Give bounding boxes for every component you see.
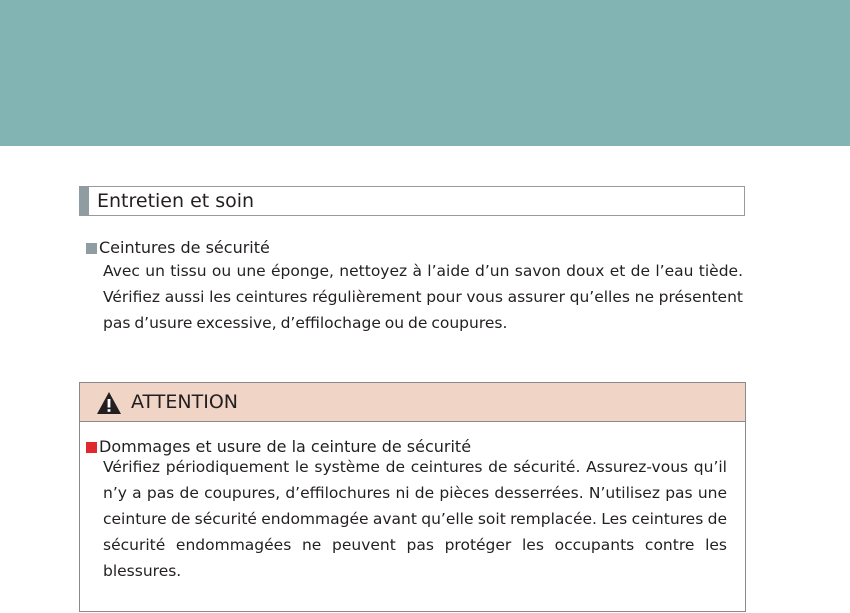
section-header-bar [79,186,89,216]
attention-heading-text: Dommages et usure de la ceinture de sécurité [99,437,472,456]
gray-square-bullet-icon [86,243,97,254]
warning-triangle-icon [96,391,122,415]
paragraph-line: Vérifiez périodiquement le système de ceintures de sécurité. Assurez-vous qu’il [103,458,727,476]
red-square-bullet-icon [86,442,97,453]
paragraph-line: Vérifiez aussi les ceintures régulièrement pour vous assurer qu’elles ne présentent [103,288,743,306]
paragraph-line: Avec un tissu ou une éponge, nettoyez à l’aide d’un savon doux et de l’eau tiède. [103,262,743,280]
paragraph-line: blessures. [103,562,182,580]
paragraph-line: pas d’usure excessive, d’effilochage ou de coupures. [103,314,508,332]
attention-header [80,383,745,422]
section-title: Entretien et soin [97,190,255,212]
seatbelts-paragraph [103,258,743,336]
paragraph-line: ceinture de sécurité endommagée avant qu’elle soit remplacée. Les ceintures de [103,510,727,528]
header-band [0,0,850,146]
paragraph-line: sécurité endommagées ne peuvent pas protéger les occupants contre les [103,536,727,554]
attention-title: ATTENTION [131,391,238,413]
section-header [79,186,745,216]
paragraph-line: n’y a pas de coupures, d’effilochures ni de pièces desserrées. N’utilisez pas une [103,484,727,502]
attention-paragraph [103,454,727,584]
seatbelts-heading-text: Ceintures de sécurité [99,238,270,257]
seatbelts-heading [86,237,270,259]
